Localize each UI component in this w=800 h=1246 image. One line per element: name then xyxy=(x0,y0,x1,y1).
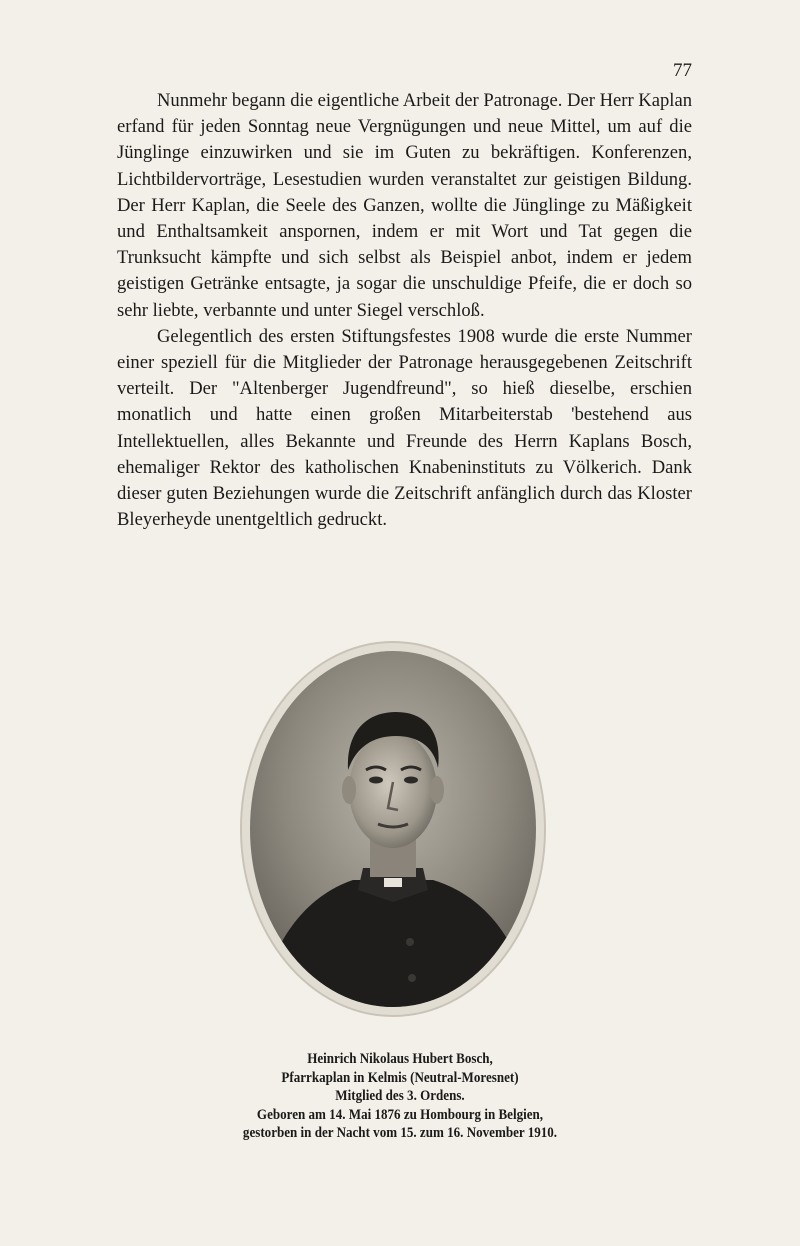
page-number: 77 xyxy=(673,60,692,81)
photo-caption xyxy=(175,1050,625,1143)
caption-position: Pfarrkaplan in Kelmis (Neutral-Moresnet) xyxy=(281,1069,519,1086)
portrait-photo xyxy=(238,640,548,1018)
paragraph-1: Nunmehr begann die eigentliche Arbeit der Patronage. Der Herr Kaplan erfand für jeden Sonntag neue Vergnügungen und neue Mittel, um auf die Jünglinge einzuwirken und sie im Guten zu bekräftigen. Konferenzen, Lichtbildervorträge, Lesestudien wurden veranstaltet zur geistigen Bildung. Der Herr Kaplan, die Seele des Ganzen, wollte die Jünglinge zu Mäßigkeit und Enthaltsamkeit anspornen, indem er mit Wort und Tat gegen die Trunksucht kämpfte und sich selbst als Beispiel anbot, indem er jedem geistigen Getränke entsagte, ja sogar die unschuldige Pfeife, die er doch so sehr liebte, verbannte und unter Siegel verschloß. xyxy=(117,90,692,321)
caption-born: Geboren am 14. Mai 1876 zu Hombourg in Belgien, xyxy=(256,1106,544,1123)
paragraph-2: Gelegentlich des ersten Stiftungsfestes 1908 wurde die erste Nummer einer speziell für die Mitglieder der Patronage herausgegebenen Zeitschrift verteilt. Der "Altenberger Jugendfreund", so hieß dieselbe, erschien monatlich und hatte einen großen Mitarbeiterstab 'bestehend aus Intellektuellen, alles Bekannte und Freunde des Herrn Kaplans Bosch, ehemaliger Rektor des katholischen Knabeninstituts zu Völkerich. Dank dieser guten Beziehungen wurde die Zeitschrift anfänglich durch das Kloster Bleyerheyde unentgeltlich gedruckt. xyxy=(117,325,692,531)
body-text xyxy=(117,88,692,533)
caption-name: Heinrich Nikolaus Hubert Bosch, xyxy=(307,1051,493,1067)
caption-died: gestorben in der Nacht vom 15. zum 16. November 1910. xyxy=(242,1125,558,1141)
caption-order: Mitglied des 3. Ordens. xyxy=(335,1088,465,1104)
